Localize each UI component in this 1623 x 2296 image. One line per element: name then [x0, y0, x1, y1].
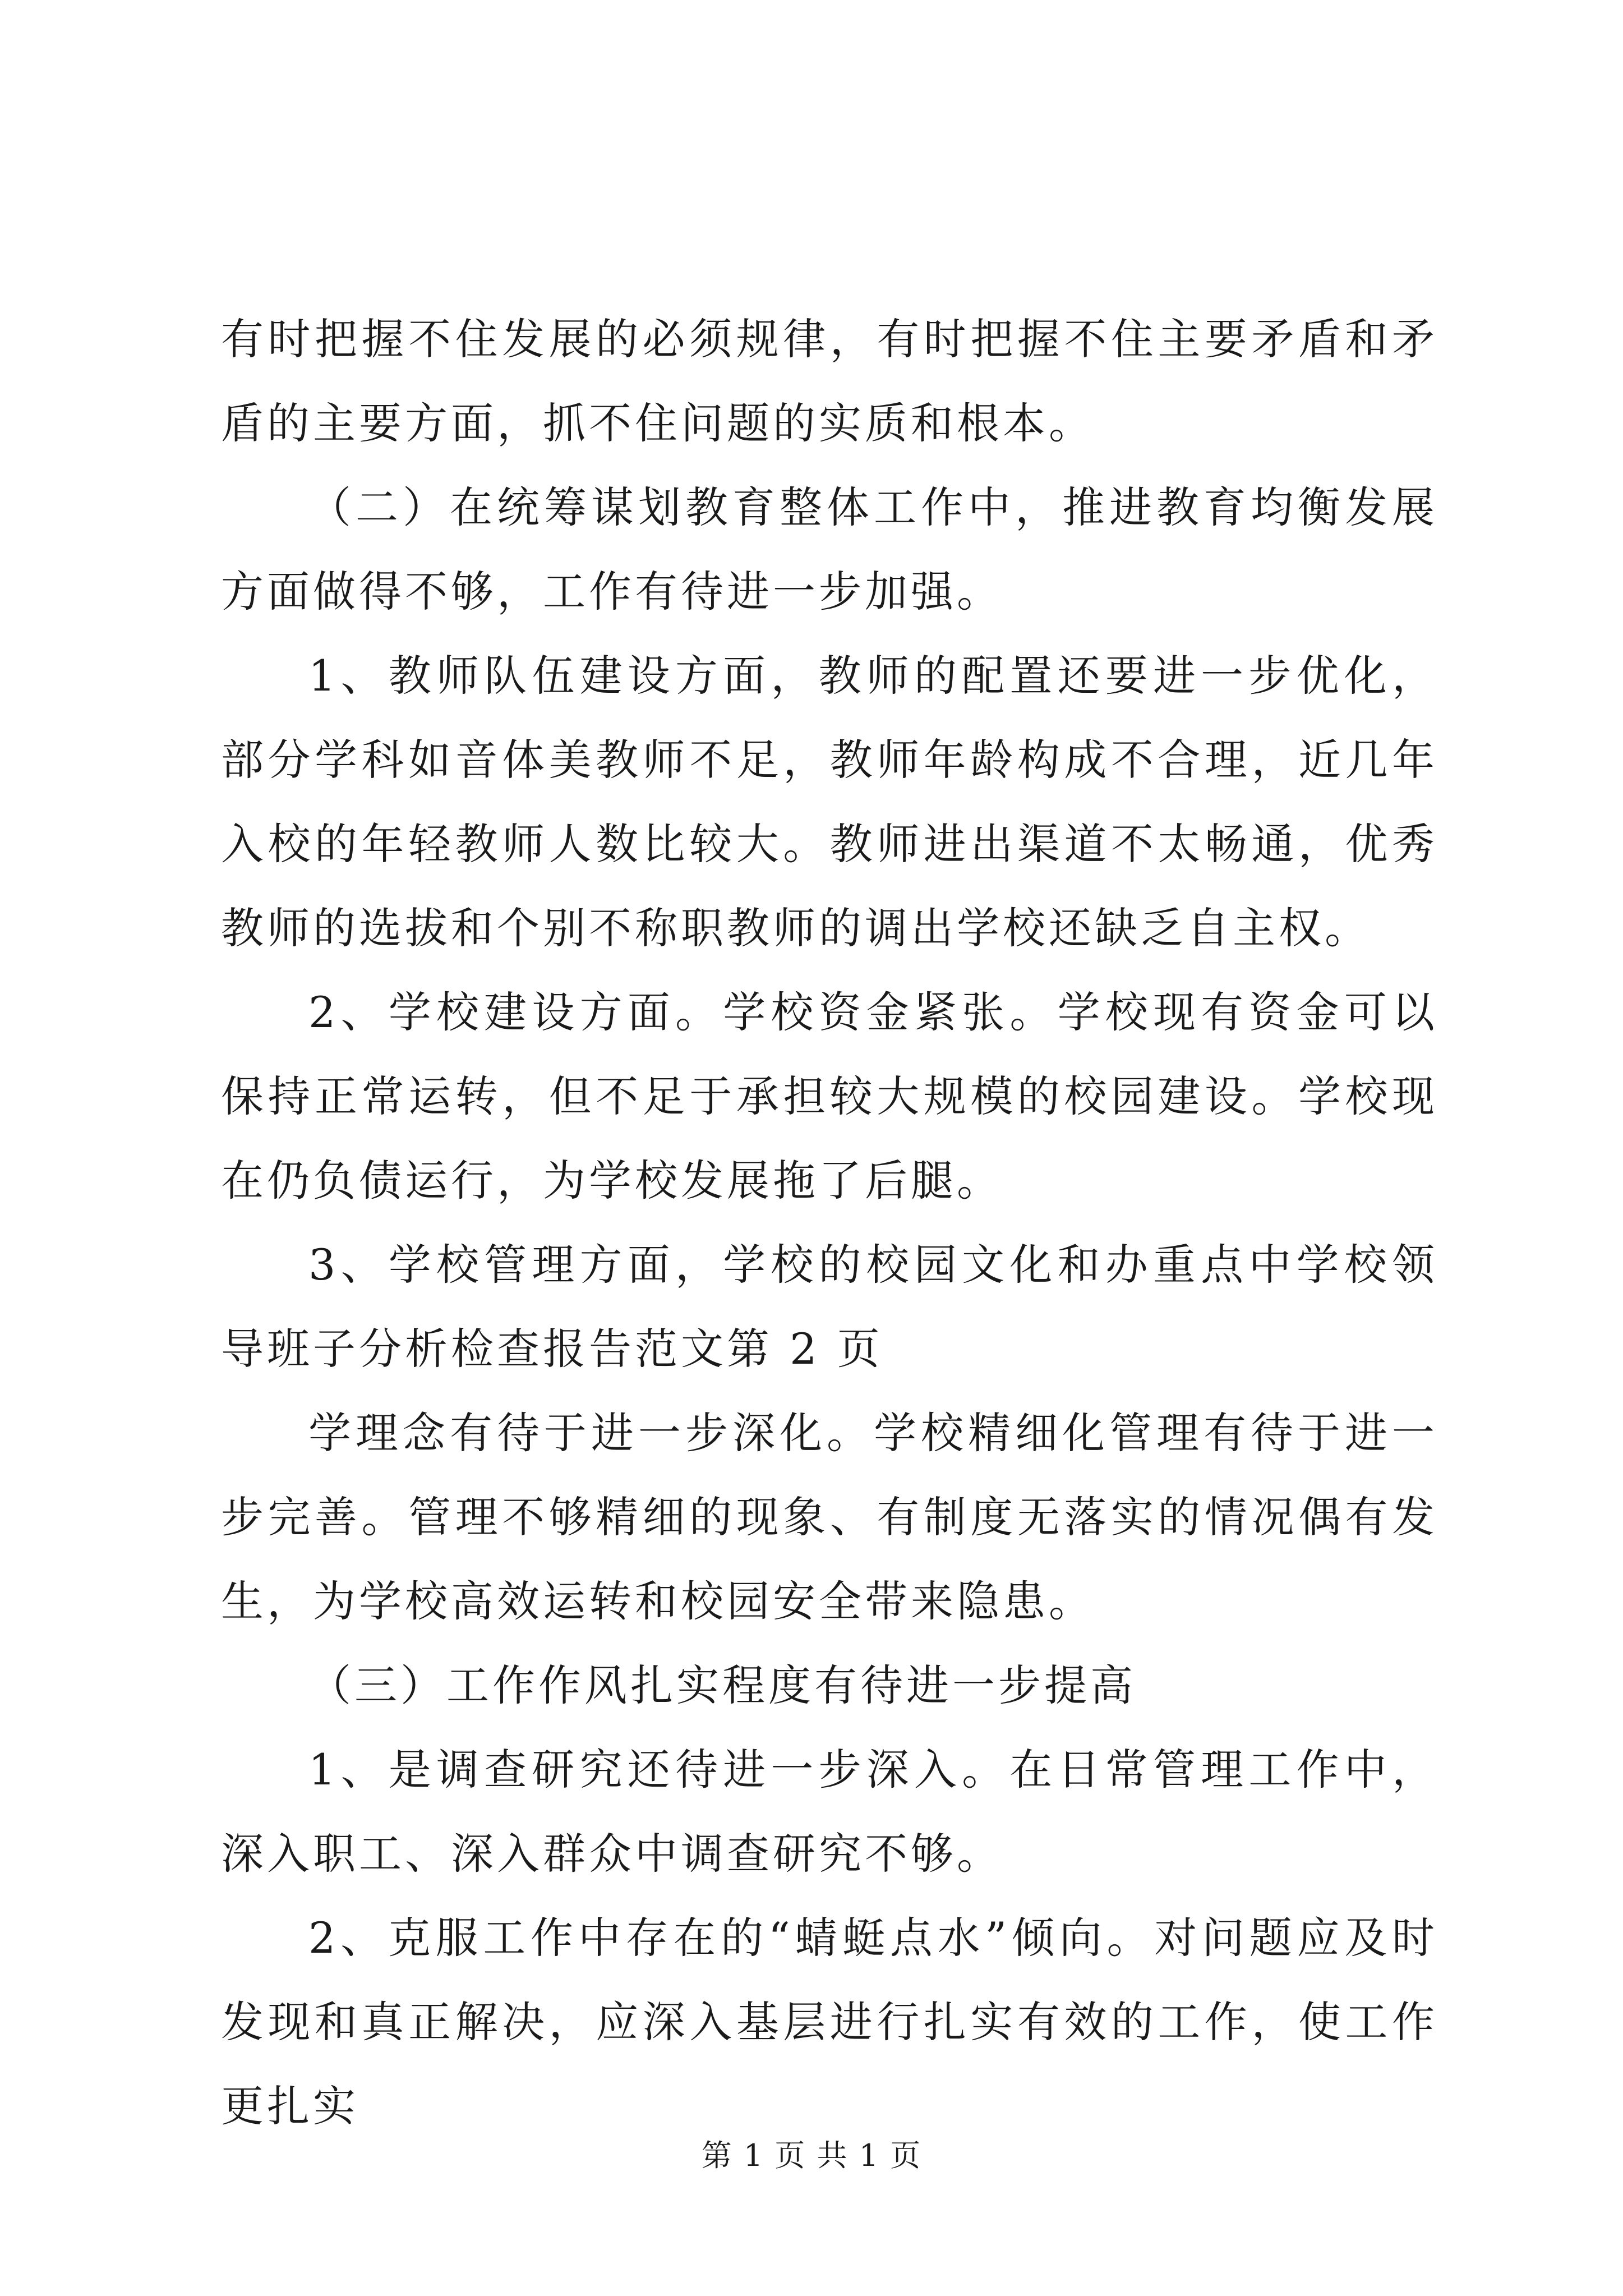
section-heading-2: （二）在统筹谋划教育整体工作中，推进教育均衡发展方面做得不够，工作有待进一步加强。 [221, 482, 1438, 616]
document-body [221, 297, 1438, 2148]
paragraph-school-construction: 2、学校建设方面。学校资金紧张。学校现有资金可以保持正常运转，但不足于承担较大规模的校园建设。学校现在仍负债运行，为学校发展拖了后腿。 [221, 987, 1438, 1205]
paragraph-school-management: 3、学校管理方面，学校的校园文化和办重点中学校领导班子分析检查报告范文第 2 页 [221, 1240, 1438, 1374]
paragraph-teacher-team: 1、教师队伍建设方面，教师的配置还要进一步优化，部分学科如音体美教师不足，教师年龄构成不合理，近几年入校的年轻教师人数比较大。教师进出渠道不太畅通，优秀教师的选拔和个别不称职教师的调出学校还缺乏自主权。 [221, 651, 1438, 953]
paragraph-management-continued: 学理念有待于进一步深化。学校精细化管理有待于进一步完善。管理不够精细的现象、有制度无落实的情况偶有发生，为学校高效运转和校园安全带来隐患。 [221, 1408, 1438, 1626]
page-footer: 第 1 页 共 1 页 [701, 2138, 922, 2173]
paragraph-work-style: 2、克服工作中存在的“蜻蜓点水”倾向。对问题应及时发现和真正解决，应深入基层进行扎实有效的工作，使工作更扎实 [221, 1913, 1438, 2131]
paragraph-continuation: 有时把握不住发展的必须规律，有时把握不住主要矛盾和矛盾的主要方面，抓不住问题的实质和根本。 [221, 314, 1438, 448]
section-heading-3: （三）工作作风扎实程度有待进一步提高 [308, 1660, 1136, 1710]
paragraph-research: 1、是调查研究还待进一步深入。在日常管理工作中，深入职工、深入群众中调查研究不够。 [221, 1745, 1438, 1879]
